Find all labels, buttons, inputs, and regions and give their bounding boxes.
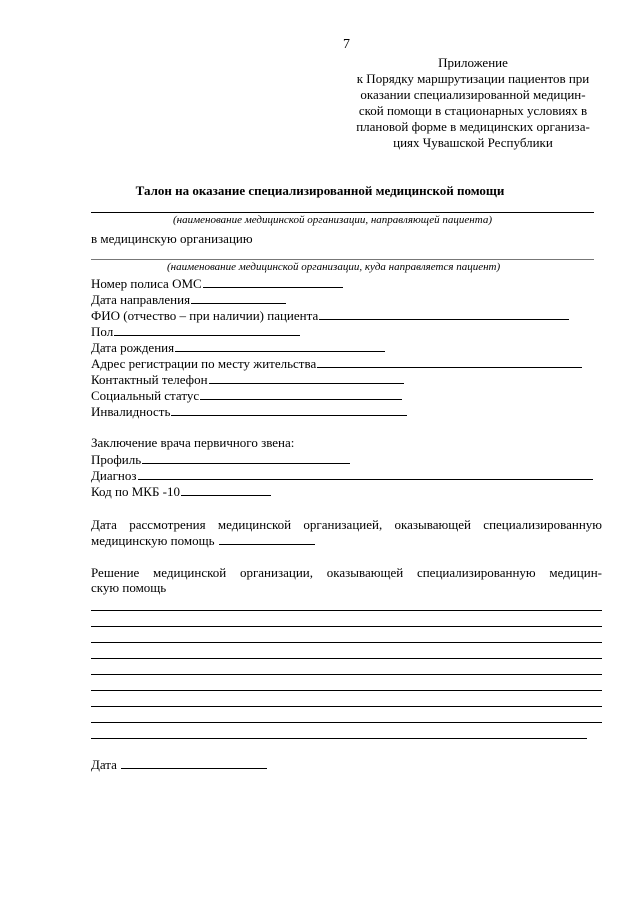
diagnosis-field[interactable] xyxy=(138,468,593,480)
decision-line[interactable] xyxy=(91,690,602,691)
appendix-line: Приложение xyxy=(438,55,508,70)
decision-line[interactable] xyxy=(91,642,602,643)
full-name-field[interactable] xyxy=(319,308,569,320)
birth-date-label: Дата рождения xyxy=(91,340,175,355)
profile-label: Профиль xyxy=(91,452,142,467)
appendix-note xyxy=(338,55,608,151)
decision-line[interactable] xyxy=(91,674,602,675)
decision-text: Решение медицинской организации, оказывающей специализированную медицин- xyxy=(91,565,602,580)
address-label: Адрес регистрации по месту жительства xyxy=(91,356,317,371)
final-date-label: Дата xyxy=(91,757,117,772)
birth-date-field[interactable] xyxy=(175,340,385,352)
receiving-org-caption: (наименование медицинской организации, куда направляется пациент) xyxy=(167,261,501,273)
social-status-row xyxy=(91,388,402,404)
phone-label: Контактный телефон xyxy=(91,372,208,387)
profile-row xyxy=(91,452,350,468)
phone-field[interactable] xyxy=(209,372,404,384)
review-date-row xyxy=(91,533,315,549)
doctor-conclusion-heading: Заключение врача первичного звена: xyxy=(91,435,295,450)
address-row xyxy=(91,356,582,372)
diagnosis-row xyxy=(91,468,593,484)
decision-line[interactable] xyxy=(91,610,602,611)
sex-label: Пол xyxy=(91,324,114,339)
receiving-org-field[interactable] xyxy=(91,259,594,260)
final-date-field[interactable] xyxy=(121,757,267,769)
review-date-label: медицинскую помощь xyxy=(91,533,215,548)
birth-date-row xyxy=(91,340,385,356)
decision-line[interactable] xyxy=(91,738,587,739)
icd-row xyxy=(91,484,271,500)
social-status-field[interactable] xyxy=(200,388,402,400)
appendix-line: циях Чувашской Республики xyxy=(393,135,553,150)
document-title: Талон на оказание специализированной медицинской помощи xyxy=(135,183,505,198)
referral-date-field[interactable] xyxy=(191,292,286,304)
appendix-line: ской помощи в стационарных условиях в xyxy=(358,103,588,118)
appendix-line: плановой форме в медицинских организа- xyxy=(356,119,590,134)
sending-org-field[interactable] xyxy=(91,212,594,213)
diagnosis-label: Диагноз xyxy=(91,468,137,483)
full-name-label: ФИО (отчество – при наличии) пациента xyxy=(91,308,319,323)
to-org-label: в медицинскую организацию xyxy=(91,231,253,246)
sex-row xyxy=(91,324,300,340)
disability-label: Инвалидность xyxy=(91,404,171,419)
sex-field[interactable] xyxy=(114,324,300,336)
icd-field[interactable] xyxy=(181,484,271,496)
phone-row xyxy=(91,372,404,388)
page-number: 7 xyxy=(343,37,350,52)
full-name-row xyxy=(91,308,569,324)
policy-label: Номер полиса ОМС xyxy=(91,276,202,291)
icd-label: Код по МКБ -10 xyxy=(91,484,180,499)
appendix-line: оказании специализированной медицин- xyxy=(360,87,586,102)
decision-label: скую помощь xyxy=(91,580,167,595)
address-field[interactable] xyxy=(317,356,582,368)
appendix-line: к Порядку маршрутизации пациентов при xyxy=(356,71,590,86)
referral-date-row xyxy=(91,292,286,308)
disability-field[interactable] xyxy=(171,404,407,416)
referral-date-label: Дата направления xyxy=(91,292,191,307)
disability-row xyxy=(91,404,407,420)
profile-field[interactable] xyxy=(142,452,350,464)
decision-line[interactable] xyxy=(91,626,602,627)
review-date-text: Дата рассмотрения медицинской организацией, оказывающей специализированную xyxy=(91,517,602,532)
decision-line[interactable] xyxy=(91,706,602,707)
decision-line[interactable] xyxy=(91,722,602,723)
policy-row xyxy=(91,276,343,292)
social-status-label: Социальный статус xyxy=(91,388,200,403)
decision-line[interactable] xyxy=(91,658,602,659)
review-date-field[interactable] xyxy=(219,533,315,545)
policy-field[interactable] xyxy=(203,276,343,288)
sending-org-caption: (наименование медицинской организации, направляющей пациента) xyxy=(173,214,493,226)
final-date-row xyxy=(91,757,267,773)
